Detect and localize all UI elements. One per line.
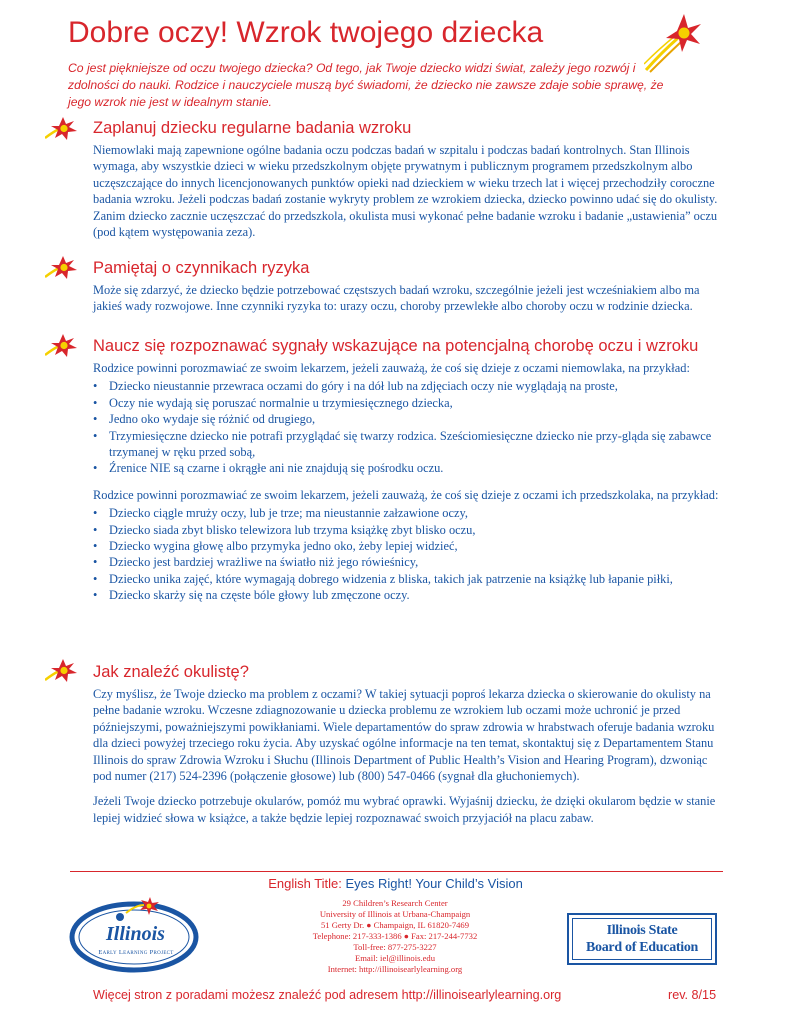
- section-paragraph: Czy myślisz, że Twoje dziecko ma problem z oczami? W takiej sytuacji poproś lekarza dziecka o skierowanie do okulisty na pełne badanie wzroku. Wczesne zdiagnozowanie u dziecka problemu ze wzrokiem lub oczami może uchronić je przed późniejszymi, poważniejszymi powikłaniami. Wiele departamentów do spraw zdrowia w hrabstwach oferuje badania wzroku dla dzieci powyżej trzeciego roku życia. Aby uzyskać ogólne informacje na ten temat, skontaktuj się z Departamentem Stanu Illinois do spraw Zdrowia Wzroku i Słuchu (Illinois Department of Public Health’s Vision and Hearing Program), dzwoniąc pod numer (217) 524-2396 (połączenie głosowe) lub (800) 547-0466 (sygnał dla głuchoniemych).: [93, 687, 715, 784]
- isbe-logo: [567, 913, 717, 965]
- list-item: • Jedno oko wydaje się różnić od drugiego,: [93, 411, 723, 427]
- list-item: • Dziecko unika zajęć, które wymagają dobrego widzenia z bliska, takich jak patrzenie na książkę lub łapanie piłki,: [93, 571, 723, 587]
- star-bullet-icon: [45, 333, 79, 359]
- page-title: Dobre oczy! Wzrok twojego dziecka: [68, 16, 544, 49]
- star-bullet-icon: [45, 658, 79, 684]
- isbe-line: Illinois State: [606, 923, 678, 938]
- list-item: • Dziecko ciągle mrużу oczy, lub je trze; ma nieustannie załzawione oczy,: [93, 505, 723, 521]
- isbe-inner-border: [572, 918, 712, 960]
- section-paragraph: Może się zdarzyć, że dziecko będzie potrzebować częstszych badań wzroku, szczególnie jeżeli jest wcześniakiem albo ma jakieś wady rozwojowe. Inne czynniki ryzyka to: urazy oczu, choroby przewlekłe albo choroby oczu w rodzinie dziecka.: [93, 283, 700, 314]
- section-eye-exams: [93, 119, 723, 249]
- list-item: • Dziecko skarży się na częste bóle głowy lub zmęczone oczy.: [93, 587, 723, 603]
- revision-label: rev. 8/15: [668, 988, 717, 1002]
- divider: [70, 871, 723, 872]
- star-bullet-icon: [45, 116, 79, 142]
- contact-line: 29 Children’s Research Center: [342, 898, 448, 908]
- intro-paragraph: Co jest piękniejsze od oczu twojego dziecka? Od tego, jak Twoje dziecko widzi świat, zależy jego rozwój i zdolności do nauki. Rodzice i nauczyciele muszą być świadomi, że dziecko nie zawsze zdaje sobie sprawę, że jego wzrok nie jest w idealnym stanie.: [68, 61, 664, 109]
- section-heading: Zaplanuj dziecku regularne badania wzroku: [93, 119, 412, 137]
- list-item: • Dziecko jest bardziej wrażliwe na światło niż jego rówieśnicy,: [93, 554, 723, 570]
- contact-line: University of Illinois at Urbana-Champaign: [319, 909, 471, 919]
- footer-link-text: Więcej stron z poradami możesz znaleźć pod adresem http://illinoisearlylearning.org: [93, 988, 562, 1002]
- section-find-eye-doctor: [93, 663, 723, 835]
- list-item: • Trzymiesięczne dziecko nie potrafi przyglądać się twarzy rodzica. Sześciomiesięczne dziecko nie przy-gląda się zabawce trzymanej w ręku przed sobą,: [93, 428, 723, 461]
- illinois-early-learning-logo: [66, 893, 206, 982]
- contact-block: [270, 898, 520, 975]
- section-paragraph: Rodzice powinni porozmawiać ze swoim lekarzem, jeżeli zauważą, że coś się dzieje z oczami ich przedszkolaka, na przykład:: [93, 487, 719, 502]
- list-item: • Dziecko siada zbyt blisko telewizora lub trzyma książkę zbyt blisko oczu,: [93, 522, 723, 538]
- english-title: [0, 876, 791, 891]
- list-item: • Dziecko nieustannie przewraca oczami do góry i na dół lub na zdjęciach oczy nie wyglądają na proste,: [93, 378, 723, 394]
- contact-line: 51 Gerty Dr. ● Champaign, IL 61820-7469: [320, 920, 470, 930]
- star-bullet-icon: [45, 255, 79, 281]
- contact-line: Telephone: 217-333-1386 ● Fax: 217-244-7732: [312, 931, 478, 941]
- section-paragraph: Jeżeli Twoje dziecko potrzebuje okularów, pomóż mu wybrać oprawki. Wyjaśnij dziecku, że dzięki okularom będzie w stanie lepiej widzieć słowa w książce, a także będzie lepiej rozpoznawać swoich przyjaciół na placu zabaw.: [93, 794, 716, 825]
- contact-line: Toll-free: 877-275-3227: [353, 942, 437, 952]
- preschooler-signs-list: [93, 505, 723, 603]
- section-risk-factors: [93, 259, 723, 324]
- logo-word: Illinois: [106, 923, 165, 945]
- section-heading: Pamiętaj o czynnikach ryzyka: [93, 259, 310, 277]
- section-paragraph: Rodzice powinni porozmawiać ze swoim lekarzem, jeżeli zauważą, że coś się dzieje z oczami niemowlaka, na przykład:: [93, 361, 690, 375]
- section-heading: Naucz się rozpoznawać sygnały wskazujące na potencjalną chorobę oczu i wzroku: [93, 337, 699, 355]
- english-title-label: English Title:: [268, 876, 342, 891]
- contact-line: Email: iel@illinois.edu: [355, 953, 435, 963]
- list-item: • Źrenice NIE są czarne i okrągłe ani nie znajdują się pośrodku oczu.: [93, 460, 723, 476]
- list-item: • Oczy nie wydają się poruszać normalnie u trzymiesięcznego dziecka,: [93, 395, 723, 411]
- list-item: • Dziecko wygina głowę albo przymyka jedno oko, żeby lepiej widzieć,: [93, 538, 723, 554]
- contact-line: Internet: http://illinoisearlylearning.org: [327, 964, 463, 974]
- english-title-value: Eyes Right! Your Child’s Vision: [345, 876, 523, 891]
- logo-subtitle: Early Learning Project: [98, 949, 174, 956]
- infant-signs-list: [93, 378, 723, 476]
- isbe-line: Board of Education: [585, 940, 699, 955]
- section-paragraph: Niemowlaki mają zapewnione ogólne badania oczu podczas badań w szpitalu i podczas badań kontrolnych. Stan Illinois wymaga, aby wszystkie dzieci w wieku przedszkolnym objęte prywatnym i publicznym programem przedszkolnym albo uczęszczające do innych licencjonowanych punktów opieki nad dzieckiem w wieku trzech lat i więcej przechodziły coroczne badania wzroku. Jeżeli podczas badań zostanie wykryty problem ze wzrokiem dziecka, dziecko powinno udać się do okulisty. Zanim dziecko zacznie uczęszczać do przedszkola, okulista musi wykonać pełne badanie wzroku i badanie „ustawienia” oczu (pod kątem występowania zeza).: [93, 143, 718, 240]
- section-warning-signs: [93, 337, 723, 614]
- section-heading: Jak znaleźć okulistę?: [93, 663, 249, 681]
